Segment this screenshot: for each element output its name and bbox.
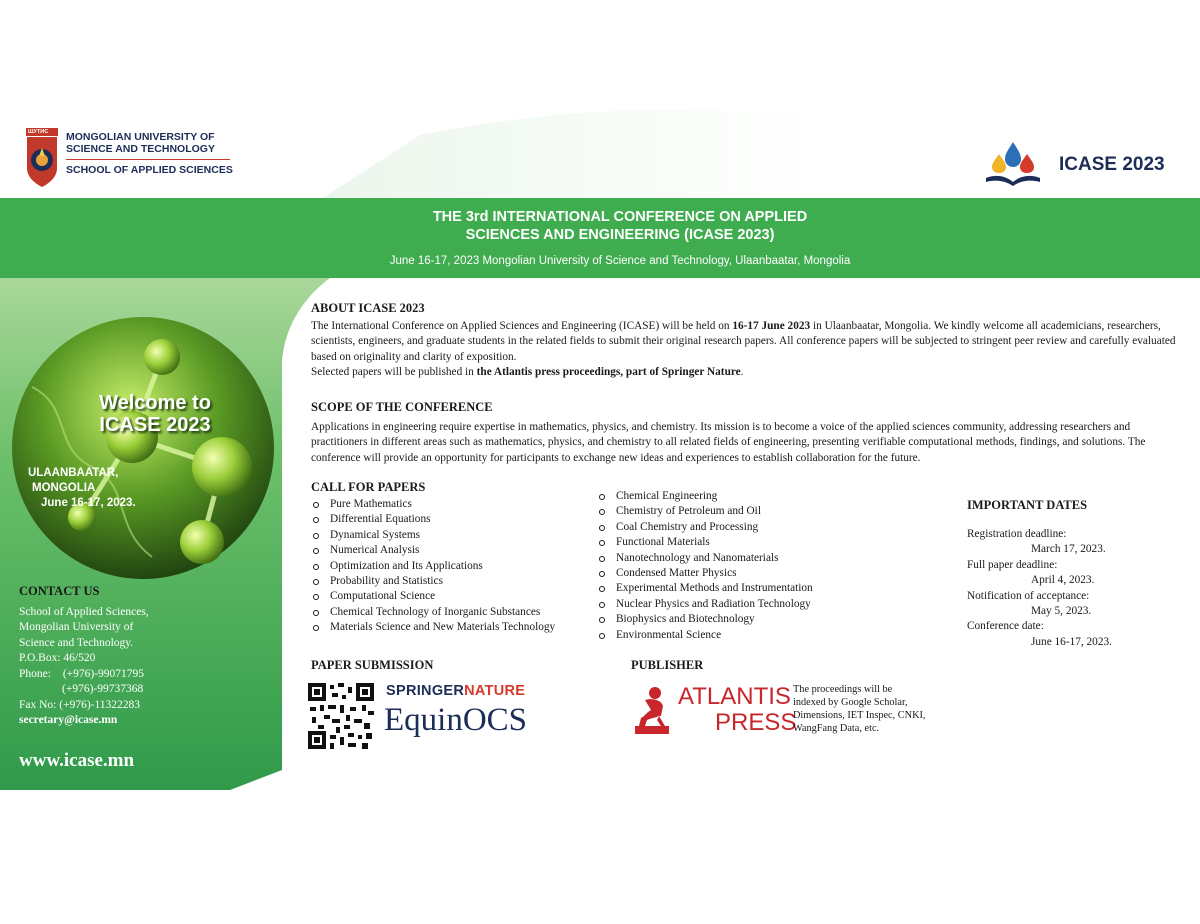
molecule-image xyxy=(12,317,274,579)
city-line3: June 16-17, 2023. xyxy=(41,497,136,509)
indexing-line: WangFang Data, etc. xyxy=(793,723,880,734)
important-dates-list xyxy=(967,527,1112,650)
scope-paragraph: Applications in engineering require expertise in mathematics, physics, and chemistry. Its mission is to become a voice of the applied sciences community, addressing researchers and practitioners in different areas such as mathematics, physics, and chemistry to all related fields of engineering, presenting verifiable computational methods, findings, and solutions. The conference will provide an opportunity for participants to exchange new ideas and experiences to establish collaboration for the future. xyxy=(311,421,1146,464)
important-dates-heading: IMPORTANT DATES xyxy=(967,498,1088,512)
contact-email-link[interactable]: secretary@icase.mn xyxy=(19,714,118,726)
atlantis-press-logo xyxy=(678,684,796,736)
school-name: SCHOOL OF APPLIED SCIENCES xyxy=(66,164,233,176)
welcome-line1: Welcome to xyxy=(99,392,211,414)
title-banner xyxy=(0,198,1200,278)
phone-row xyxy=(19,667,149,683)
topics-list-2 xyxy=(597,489,813,643)
paper-submission-heading: PAPER SUBMISSION xyxy=(311,658,434,672)
topic-item: Functional Materials xyxy=(597,535,813,550)
date-value: May 5, 2023. xyxy=(1031,605,1092,618)
topic-item: Experimental Methods and Instrumentation xyxy=(597,581,813,596)
topic-item: Dynamical Systems xyxy=(311,528,555,543)
fax-number: Fax No: (+976)-11322283 xyxy=(19,698,141,711)
topic-item: Optimization and Its Applications xyxy=(311,559,555,574)
qr-code-icon[interactable] xyxy=(308,683,374,749)
contact-line: Science and Technology. xyxy=(19,636,134,649)
website-link[interactable]: www.icase.mn xyxy=(19,750,135,771)
topic-item: Condensed Matter Physics xyxy=(597,566,813,581)
university-logo-icon xyxy=(26,128,58,188)
thinker-statue-icon xyxy=(631,686,673,734)
logo-badge-text: ШУТИС xyxy=(28,129,49,135)
topic-item: Pure Mathematics xyxy=(311,497,555,512)
date-value: April 4, 2023. xyxy=(1031,574,1095,587)
date-label: Notification of acceptance: xyxy=(967,589,1090,602)
contact-line: P.O.Box: 46/520 xyxy=(19,652,96,664)
springer-text: SPRINGER xyxy=(386,683,465,699)
date-value: June 16-17, 2023. xyxy=(1031,635,1112,648)
city-line1: ULAANBAATAR, xyxy=(28,467,119,479)
conference-subtitle: June 16-17, 2023 Mongolian University of Science and Technology, Ulaanbaatar, Mongolia xyxy=(389,255,851,267)
topic-item: Environmental Science xyxy=(597,628,813,643)
date-label: Conference date: xyxy=(967,620,1044,633)
phone-label: Phone: xyxy=(19,667,51,680)
call-for-papers-heading: CALL FOR PAPERS xyxy=(311,480,426,494)
indexing-line: Dimensions, IET Inspec, CNKI, xyxy=(793,710,926,721)
atlantis-text: ATLANTIS xyxy=(678,683,791,710)
topic-item: Materials Science and New Materials Technology xyxy=(311,620,555,635)
topic-item: Biophysics and Biotechnology xyxy=(597,612,813,627)
location-and-date xyxy=(28,466,136,511)
icase-brand: ICASE 2023 xyxy=(1059,154,1165,175)
springer-nature-logo xyxy=(386,683,525,699)
topic-item: Chemistry of Petroleum and Oil xyxy=(597,504,813,519)
phone-number-2: (+976)-99737368 xyxy=(62,683,144,695)
nature-text: NATURE xyxy=(464,683,526,699)
indexing-line: indexed by Google Scholar, xyxy=(793,697,908,708)
publisher-heading: PUBLISHER xyxy=(631,658,704,672)
phone-number-1: (+976)-99071795 xyxy=(62,667,145,680)
press-text: PRESS xyxy=(715,709,797,736)
university-name-line1: MONGOLIAN UNIVERSITY OF xyxy=(66,131,215,143)
contact-heading: CONTACT US xyxy=(19,584,100,598)
welcome-heading xyxy=(40,392,270,436)
indexing-line: The proceedings will be xyxy=(793,684,893,695)
topic-item: Nuclear Physics and Radiation Technology xyxy=(597,597,813,612)
divider xyxy=(66,159,230,160)
topics-list-1 xyxy=(311,497,555,636)
contact-line: Mongolian University of xyxy=(19,621,134,633)
equinocs-logo[interactable]: EquinOCS xyxy=(384,702,528,738)
welcome-line2: ICASE 2023 xyxy=(99,414,211,436)
university-name xyxy=(66,131,233,176)
topic-item: Nanotechnology and Nanomaterials xyxy=(597,551,813,566)
topic-item: Coal Chemistry and Processing xyxy=(597,520,813,535)
conference-title xyxy=(300,208,940,244)
date-label: Registration deadline: xyxy=(967,528,1067,540)
topic-item: Chemical Technology of Inorganic Substances xyxy=(311,605,555,620)
about-paragraph: The International Conference on Applied Sciences and Engineering (ICASE) will be held on 16-17 June 2023 in Ulaanbaatar, Mongolia. We kindly welcome all academicians, researchers, scientists, engineers, and graduate students in the related fields to submit their original research papers. All conference papers will be subjected to stringent peer review and carefully evaluated based on originality and clarity of exposition. xyxy=(311,320,1176,363)
topic-item: Numerical Analysis xyxy=(311,543,555,558)
scope-heading: SCOPE OF THE CONFERENCE xyxy=(311,400,493,414)
topic-item: Computational Science xyxy=(311,589,555,604)
contact-line: School of Applied Sciences, xyxy=(19,605,149,618)
about-heading: ABOUT ICASE 2023 xyxy=(311,301,425,315)
topic-item: Probability and Statistics xyxy=(311,574,555,589)
date-value: March 17, 2023. xyxy=(1031,543,1106,556)
topic-item: Differential Equations xyxy=(311,512,555,527)
conference-title-line1: THE 3rd INTERNATIONAL CONFERENCE ON APPLIED xyxy=(432,209,808,225)
indexing-note xyxy=(793,683,926,735)
about-publication-note: Selected papers will be published in the Atlantis press proceedings, part of Springer Nature. xyxy=(311,366,744,378)
topic-item: Chemical Engineering xyxy=(597,489,813,504)
contact-section xyxy=(19,584,149,729)
city-line2: MONGOLIA xyxy=(32,482,96,494)
conference-title-line2: SCIENCES AND ENGINEERING (ICASE 2023) xyxy=(465,227,775,243)
icase-logo-icon xyxy=(984,140,1042,186)
date-label: Full paper deadline: xyxy=(967,558,1058,571)
university-name-line2: SCIENCE AND TECHNOLOGY xyxy=(66,143,215,155)
